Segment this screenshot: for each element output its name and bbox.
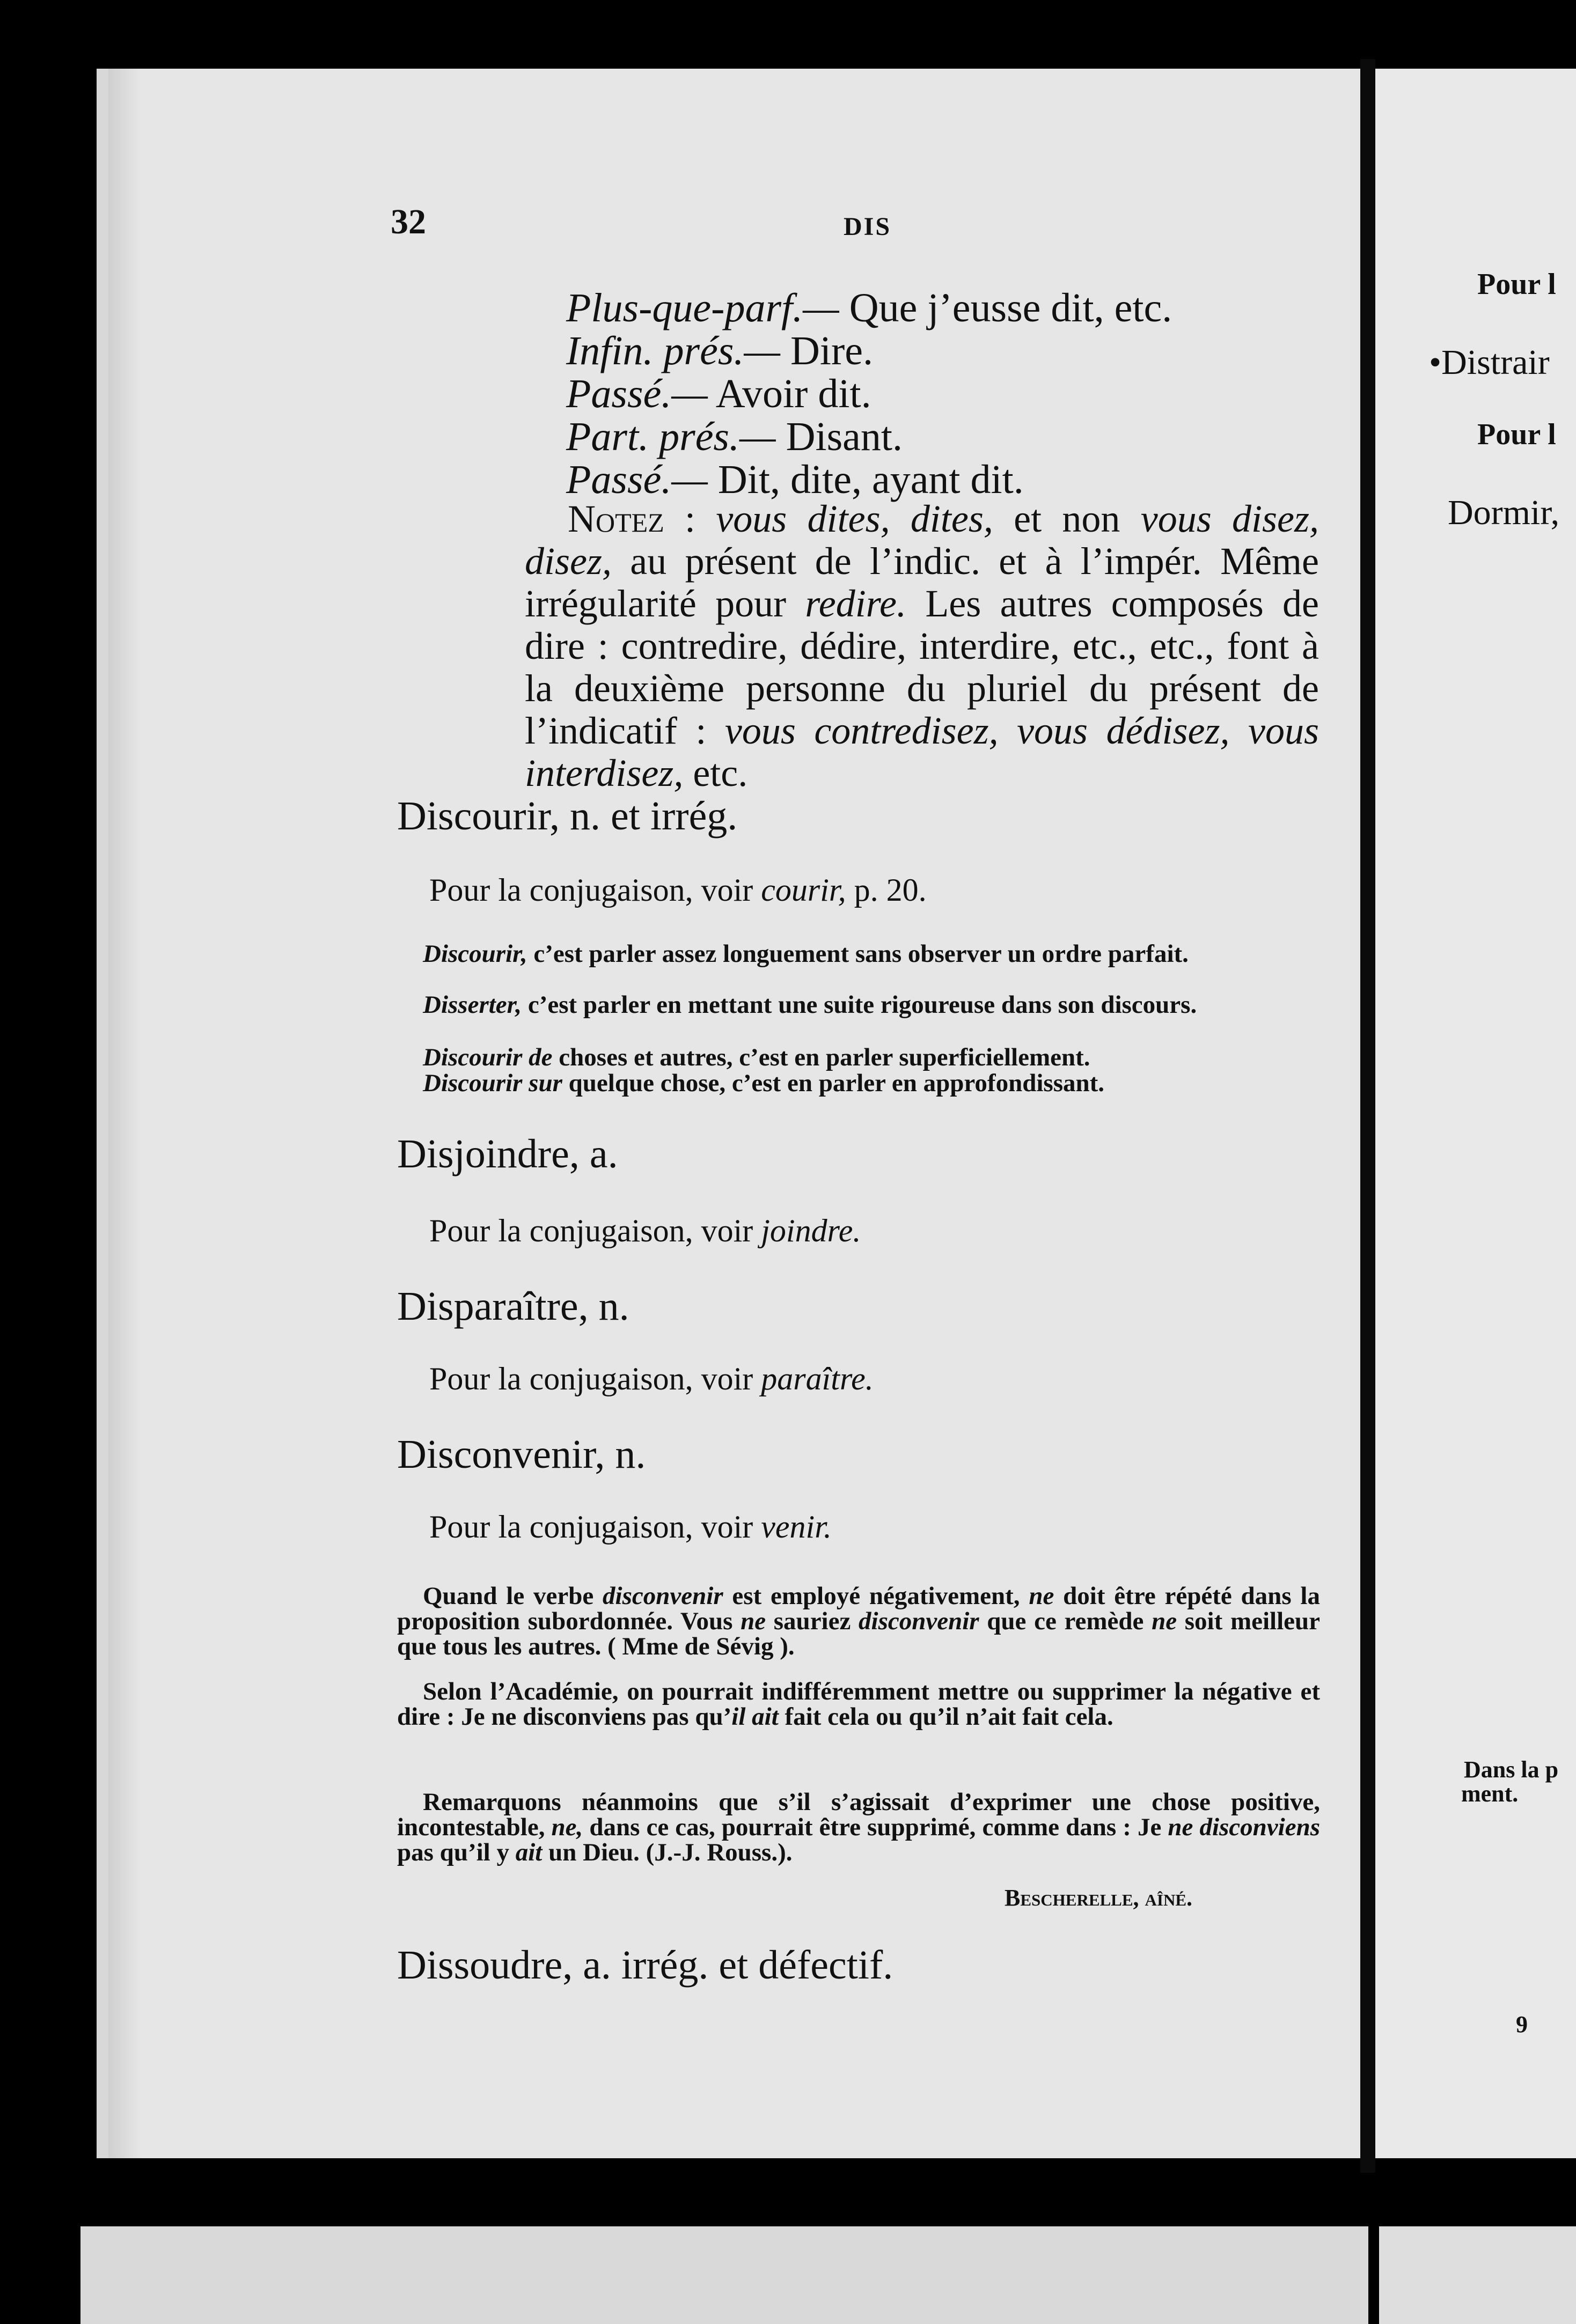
entry-disjoindre: Disjoindre, a. bbox=[397, 1131, 618, 1176]
conjugation-line: Passé.— Dit, dite, ayant dit. bbox=[566, 457, 1024, 502]
usage-note: Discourir sur quelque chose, c’est en parler en approfondissant. bbox=[423, 1069, 1105, 1097]
usage-note: Disserter, c’est parler en mettant une suite rigoureuse dans son discours. bbox=[423, 991, 1197, 1019]
usage-note: Quand le verbe disconvenir est employé négativement, ne doit être répété dans la proposition subordonnée. Vous ne sauriez disconvenir que ce remède ne soit meilleur que tous les autres. ( Mme de Sévig ). bbox=[397, 1582, 1320, 1660]
next-page-edge bbox=[80, 2226, 1368, 2324]
running-head: DIS bbox=[844, 212, 892, 241]
right-page-line: Pour l bbox=[1477, 418, 1556, 451]
right-page-line: 9 bbox=[1516, 2011, 1528, 2038]
entry-disconvenir: Disconvenir, n. bbox=[397, 1432, 646, 1477]
attribution: Bescherelle, aîné. bbox=[1005, 1885, 1193, 1911]
right-page bbox=[1375, 69, 1576, 2158]
usage-note: Discourir de choses et autres, c’est en parler superficiellement. bbox=[423, 1043, 1090, 1071]
right-page-line: •Distrair bbox=[1429, 343, 1550, 382]
book-gutter bbox=[1360, 59, 1375, 2173]
entry-dissoudre: Dissoudre, a. irrég. et défectif. bbox=[397, 1943, 893, 1988]
conjugation-line: Passé.— Avoir dit. bbox=[566, 371, 871, 416]
usage-note: Selon l’Académie, on pourrait indifféremment mettre ou supprimer la négative et dire : Je ne disconviens pas qu’il ait fait cela ou qu’il n’ait fait cela. bbox=[397, 1678, 1320, 1731]
notez-paragraph: Notez : vous dites, dites, et non vous disez, disez, au présent de l’indic. et à l’impér. Même irrégularité pour redire. Les autres composés de dire : contredire, dédire, interdire, etc., etc., font à la deuxième personne du pluriel du présent de l’indicatif : vous contredisez, vous dédisez, vous interdisez, etc. bbox=[525, 497, 1320, 795]
entry-disparaitre: Disparaître, n. bbox=[397, 1284, 629, 1329]
conjugation-line: Part. prés.— Disant. bbox=[566, 414, 903, 459]
conjugation-reference: Pour la conjugaison, voir paraître. bbox=[429, 1361, 874, 1396]
notez-label: Notez : bbox=[568, 497, 696, 540]
entry-discourir: Discourir, n. et irrég. bbox=[397, 793, 738, 839]
right-page-line: Dans la p bbox=[1464, 1756, 1559, 1783]
page-number: 32 bbox=[391, 202, 426, 241]
next-page-edge bbox=[1379, 2226, 1576, 2324]
conjugation-line: Infin. prés.— Dire. bbox=[566, 328, 874, 373]
conjugation-reference: Pour la conjugaison, voir courir, p. 20. bbox=[429, 872, 927, 908]
right-page-line: Dormir, bbox=[1448, 493, 1560, 532]
right-page-line: ment. bbox=[1461, 1781, 1519, 1807]
conjugation-reference: Pour la conjugaison, voir joindre. bbox=[429, 1213, 861, 1248]
usage-note: Remarquons néanmoins que s’il s’agissait d’exprimer une chose positive, incontestable, ne, dans ce cas, pourrait être supprimé, comme dans : Je ne disconviens pas qu’il y ait un Dieu. (J.-J. Rouss.). bbox=[397, 1788, 1321, 1866]
usage-note: Discourir, c’est parler assez longuement sans observer un ordre parfait. bbox=[423, 940, 1189, 968]
conjugation-reference: Pour la conjugaison, voir venir. bbox=[429, 1509, 832, 1545]
conjugation-line: Plus-que-parf.— Que j’eusse dit, etc. bbox=[566, 285, 1172, 330]
right-page-line: Pour l bbox=[1477, 268, 1556, 301]
